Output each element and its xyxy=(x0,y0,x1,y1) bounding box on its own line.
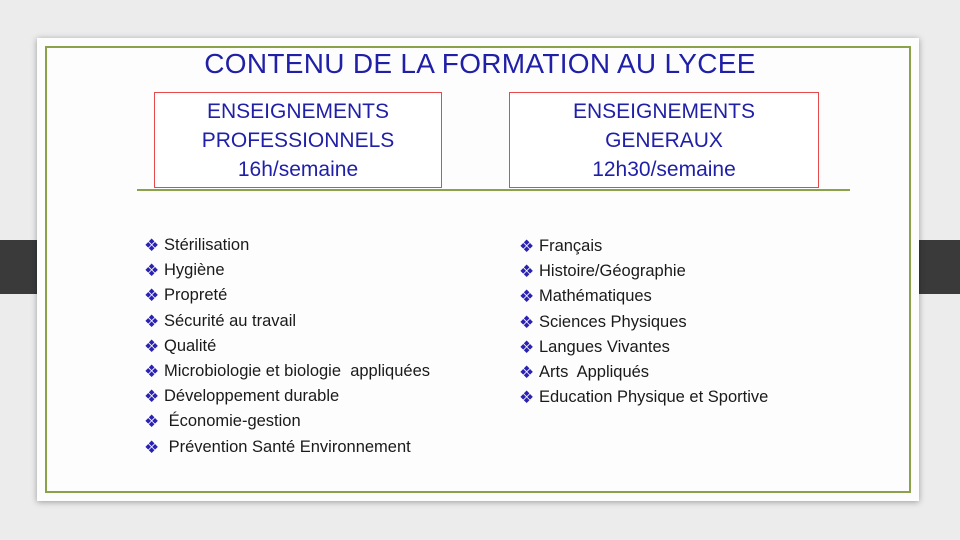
list-item xyxy=(519,284,768,309)
list-item xyxy=(144,334,430,359)
list-item xyxy=(519,360,768,385)
list-item xyxy=(519,310,768,335)
subject-label: Hygiène xyxy=(164,261,225,280)
subject-label: Histoire/Géographie xyxy=(539,262,686,281)
diamond-bullet-icon: ❖ xyxy=(519,237,535,257)
diamond-bullet-icon: ❖ xyxy=(519,363,535,383)
diamond-bullet-icon: ❖ xyxy=(144,286,160,306)
list-item xyxy=(144,283,430,308)
subject-label: Sécurité au travail xyxy=(164,311,297,330)
list-item xyxy=(519,385,768,410)
diamond-bullet-icon: ❖ xyxy=(144,362,160,382)
subject-label: Développement durable xyxy=(164,387,340,406)
list-item xyxy=(144,233,430,258)
diamond-bullet-icon: ❖ xyxy=(519,337,535,357)
general-heading-line1: ENSEIGNEMENTS xyxy=(572,99,756,123)
slide-title: CONTENU DE LA FORMATION AU LYCEE xyxy=(204,48,756,79)
diamond-bullet-icon: ❖ xyxy=(144,336,160,356)
professional-heading-line1: ENSEIGNEMENTS xyxy=(206,99,390,123)
subject-label: Stérilisation xyxy=(164,236,250,255)
subject-label: Education Physique et Sportive xyxy=(539,388,769,407)
professional-subject-list xyxy=(144,233,430,460)
diamond-bullet-icon: ❖ xyxy=(144,412,160,432)
list-item xyxy=(144,309,430,334)
subject-label: Langues Vivantes xyxy=(539,337,670,356)
general-heading-line2: GENERAUX xyxy=(605,128,723,152)
list-item xyxy=(144,435,430,460)
general-hours: 12h30/semaine xyxy=(592,157,736,181)
diamond-bullet-icon: ❖ xyxy=(519,388,535,408)
diamond-bullet-icon: ❖ xyxy=(144,311,160,331)
list-item xyxy=(519,259,768,284)
subject-label: Propreté xyxy=(164,286,228,305)
list-item xyxy=(144,409,430,434)
subject-label: Arts Appliqués xyxy=(539,363,650,382)
subject-label: Mathématiques xyxy=(539,287,652,306)
diamond-bullet-icon: ❖ xyxy=(144,387,160,407)
list-item xyxy=(144,359,430,384)
diamond-bullet-icon: ❖ xyxy=(519,287,535,307)
diamond-bullet-icon: ❖ xyxy=(144,437,160,457)
diamond-bullet-icon: ❖ xyxy=(519,312,535,332)
subject-label: Prévention Santé Environnement xyxy=(164,437,411,456)
general-heading-box xyxy=(509,92,819,188)
diamond-bullet-icon: ❖ xyxy=(519,262,535,282)
list-item xyxy=(144,258,430,283)
section-divider xyxy=(137,189,850,191)
list-item xyxy=(144,384,430,409)
diamond-bullet-icon: ❖ xyxy=(144,236,160,256)
subject-label: Économie-gestion xyxy=(164,412,301,431)
general-subject-list xyxy=(519,234,768,410)
professional-heading-box xyxy=(154,92,442,188)
subject-label: Microbiologie et biologie appliquées xyxy=(164,362,431,381)
professional-hours: 16h/semaine xyxy=(237,157,359,181)
subject-label: Qualité xyxy=(164,336,217,355)
subject-label: Sciences Physiques xyxy=(539,312,687,331)
professional-heading-line2: PROFESSIONNELS xyxy=(201,128,395,152)
diamond-bullet-icon: ❖ xyxy=(144,261,160,281)
list-item xyxy=(519,234,768,259)
list-item xyxy=(519,335,768,360)
subject-label: Français xyxy=(539,237,603,256)
